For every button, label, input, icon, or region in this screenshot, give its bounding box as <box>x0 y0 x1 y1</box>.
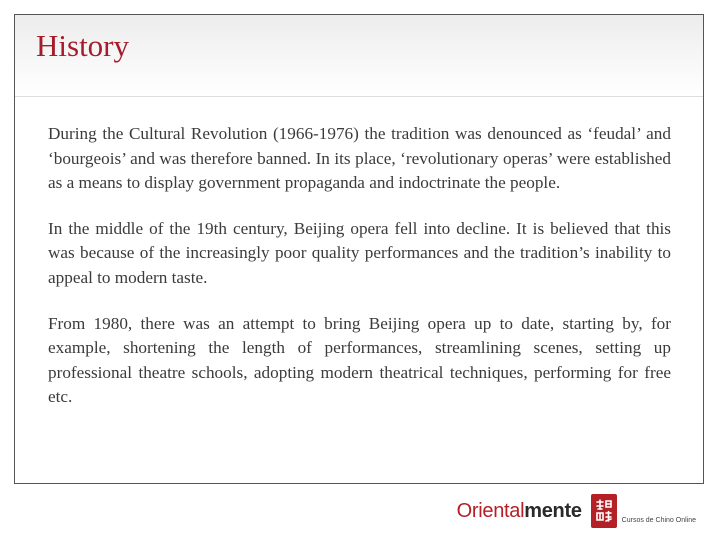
brand-tagline: Cursos de Chino Online <box>621 517 696 524</box>
brand-name-part2: mente <box>524 499 582 522</box>
chinese-seal-icon <box>591 494 617 528</box>
slide-body <box>48 122 671 431</box>
slide-frame <box>14 14 704 484</box>
brand-name-part1: Oriental <box>456 499 525 522</box>
title-band <box>15 15 703 97</box>
brand-name <box>457 500 582 523</box>
paragraph-decline: In the middle of the 19th century, Beijing opera fell into decline. It is believed that this was because of the increasingly poor quality performances and the tradition’s inability to appeal to modern taste. <box>48 218 671 287</box>
paragraph-modernization: From 1980, there was an attempt to bring Beijing opera up to date, starting by, for example, shortening the length of performances, streamlining scenes, setting up professional theatre schools, adopting modern theatrical techniques, performing for free etc. <box>48 313 671 407</box>
slide-title: History <box>36 28 129 63</box>
paragraph-cultural-revolution: During the Cultural Revolution (1966-1976) the tradition was denounced as ‘feudal’ and ‘bourgeois’ and was therefore banned. In its place, ‘revolutionary operas’ were established as a means to display government propaganda and indoctrinate the people. <box>48 124 671 193</box>
footer-logo <box>457 492 696 530</box>
